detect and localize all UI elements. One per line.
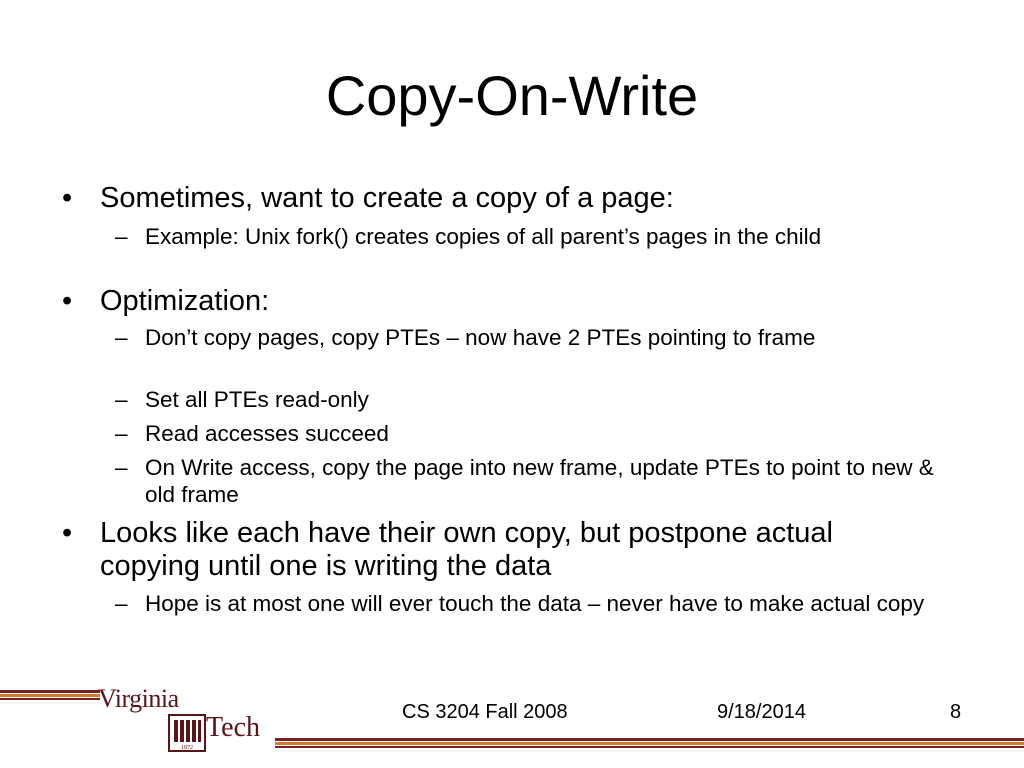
sub-bullet-marker: –: [115, 455, 128, 480]
bullet-marker: •: [62, 182, 73, 214]
bullet-text: Sometimes, want to create a copy of a page:: [100, 182, 674, 214]
virginia-tech-logo: [98, 684, 278, 754]
logo-wordmark-top: Virginia: [98, 684, 179, 713]
sub-bullet-item: [115, 386, 965, 413]
sub-bullet-text: Don’t copy pages, copy PTEs – now have 2 PTEs pointing to frame: [145, 325, 816, 350]
footer-date: 9/18/2014: [717, 701, 806, 723]
sub-bullet-item: [115, 223, 965, 250]
sub-bullet-text: Read accesses succeed: [145, 421, 389, 446]
sub-bullet-item: [115, 420, 965, 447]
footer-stripe-left: [0, 690, 100, 700]
sub-bullet-marker: –: [115, 224, 128, 249]
sub-bullet-item: [115, 454, 965, 508]
sub-bullet-item: [115, 590, 965, 617]
seal-icon: [168, 714, 206, 752]
logo-wordmark-bottom: Tech: [206, 712, 261, 743]
bullet-item: [62, 285, 900, 318]
bullet-text: Looks like each have their own copy, but postpone actual copying until one is writing the data: [100, 517, 833, 582]
sub-bullet-text: Hope is at most one will ever touch the data – never have to make actual copy: [145, 591, 925, 616]
sub-bullet-text: Example: Unix fork() creates copies of all parent’s pages in the child: [145, 224, 822, 249]
sub-bullet-marker: –: [115, 325, 128, 350]
sub-bullet-text: On Write access, copy the page into new frame, update PTEs to point to new & old frame: [145, 455, 934, 507]
bullet-item: [62, 182, 900, 215]
sub-bullet-text: Set all PTEs read-only: [145, 387, 369, 412]
footer-page-number: 8: [950, 701, 962, 723]
sub-bullet-marker: –: [115, 387, 128, 412]
footer-course: CS 3204 Fall 2008: [402, 701, 568, 723]
sub-bullet-item: [115, 324, 965, 351]
footer-stripe-right: [275, 738, 1024, 748]
sub-bullet-marker: –: [115, 591, 128, 616]
bullet-text: Optimization:: [100, 285, 270, 317]
bullet-item: [62, 517, 900, 583]
seal-year: 1872: [181, 745, 193, 751]
bullet-marker: •: [62, 285, 73, 317]
sub-bullet-marker: –: [115, 421, 128, 446]
slide-title: Copy-On-Write: [325, 64, 699, 127]
bullet-marker: •: [62, 517, 73, 549]
